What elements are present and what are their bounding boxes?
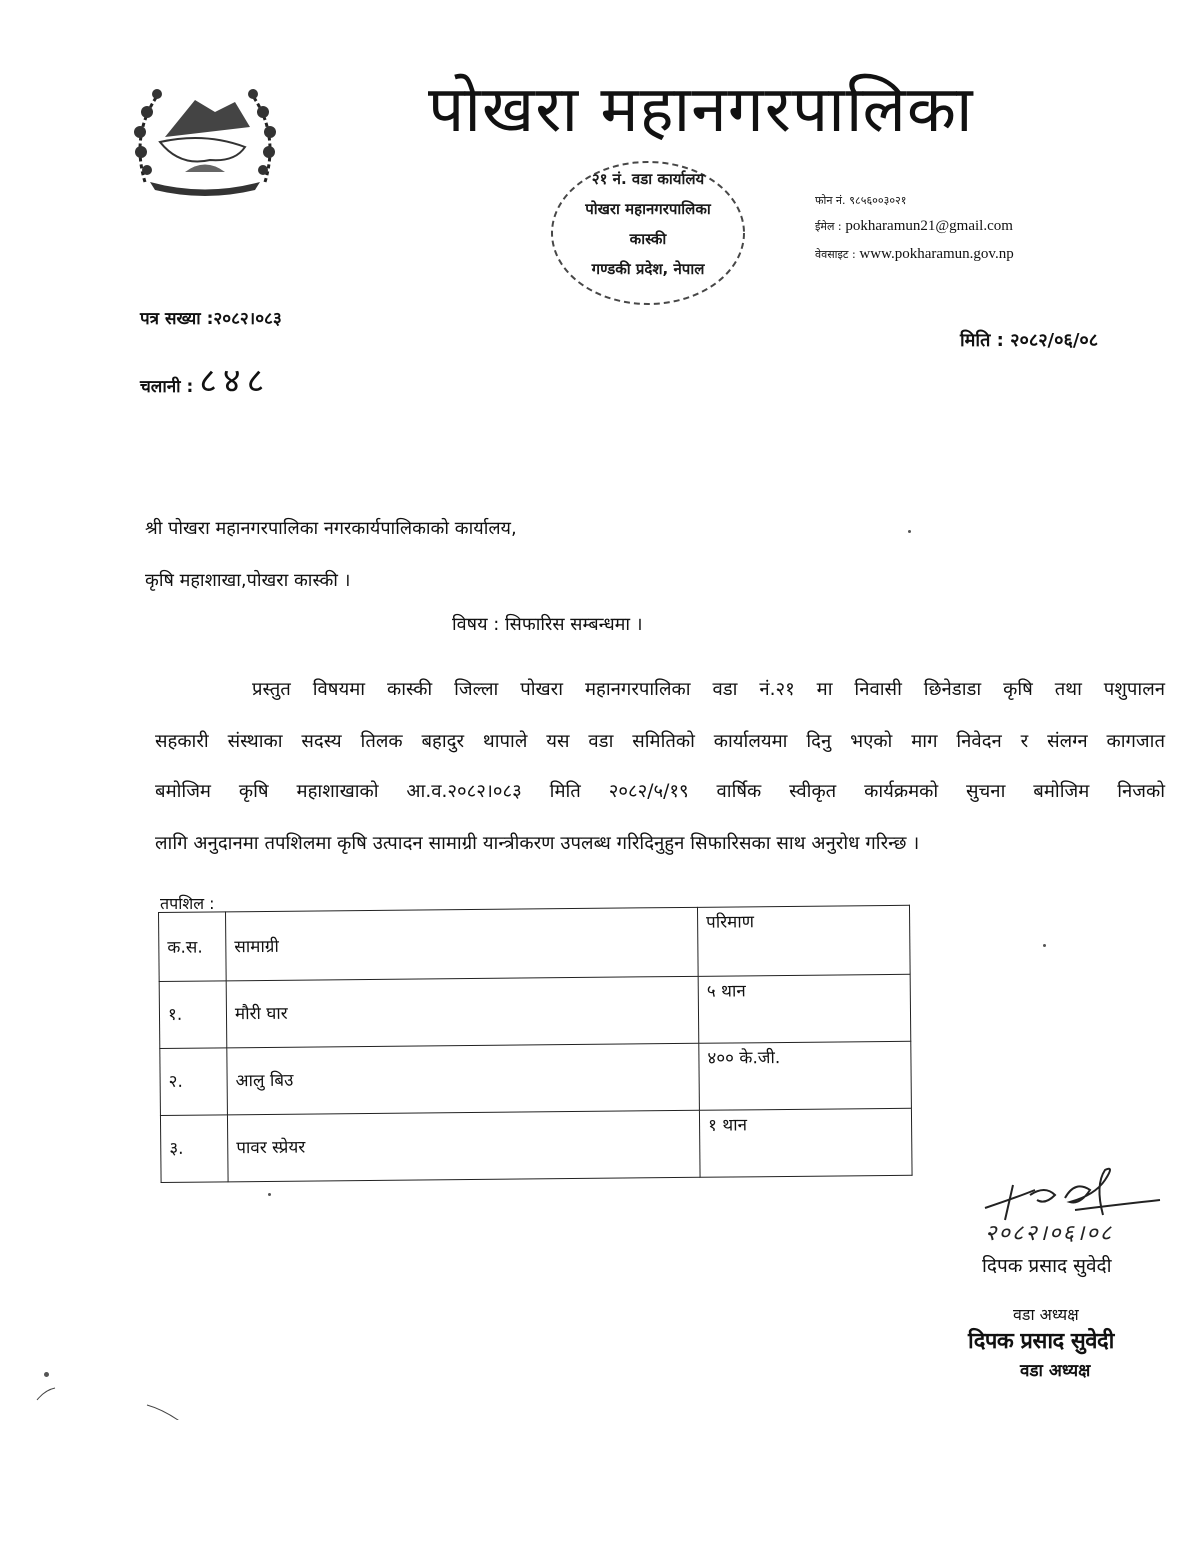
details-label: तपशिल : [160,894,215,913]
signatory-designation: वडा अध्यक्ष [1013,1305,1079,1324]
column-header-sn: क.स. [159,912,227,982]
signatory-name: दिपक प्रसाद सुवेदी [982,1255,1112,1277]
scan-speck [268,1193,271,1196]
office-stamp-line-2: पोखरा महानगरपालिका [585,200,711,218]
date-label: मिति : [960,330,1004,351]
office-stamp-line-3: कास्की [629,230,667,248]
letter-date [960,328,1098,352]
contact-email [815,218,1013,235]
phone-value: ९८५६००३०२१ [849,194,907,207]
body-line-2: सहकारी संस्थाका सदस्य तिलक बहादुर थापाले यस वडा समितिको कार्यालयमा दिनु भएको माग निवेदन र संलग्न कागजात [155,731,1165,752]
date-value: २०८२/०६/०८ [1010,330,1099,351]
contact-website [815,246,1014,263]
letter-number-value: २०८२।०८३ [213,309,282,329]
addressee-line-1: श्री पोखरा महानगरपालिका नगरकार्यपालिकाको कार्यालय, [145,518,517,539]
website-label: वेवसाइट : [815,248,856,261]
signatory-stamp-name: दिपक प्रसाद सुवेदी [968,1329,1114,1354]
contact-phone [815,192,907,209]
dispatch-label: चलानी : [140,377,194,397]
row-item: आलु बिउ [227,1043,700,1115]
email-value: pokharamun21@gmail.com [845,218,1013,234]
table-header-row [159,905,911,981]
row-sn: २. [160,1048,228,1116]
website-value: www.pokharamun.gov.np [859,246,1014,262]
office-stamp-line-4: गण्डकी प्रदेश, नेपाल [591,260,705,278]
row-qty: ४०० के.जी. [699,1041,912,1110]
row-item: मौरी घार [226,976,699,1048]
row-item: पावर स्प्रेयर [227,1110,700,1182]
office-title: पोखरा महानगरपालिका [428,73,974,147]
email-label: ईमेल : [815,220,842,233]
table-row [159,974,911,1048]
subject-line: विषय : सिफारिस सम्बन्धमा । [452,614,643,635]
column-header-qty: परिमाण [697,905,910,976]
dispatch-value: ८४८ [199,362,271,400]
details-table [158,905,913,1183]
signature-date: २०८२।०६।०८ [985,1220,1114,1245]
dispatch-number [140,356,270,402]
letter-number-label: पत्र सख्या : [140,309,214,329]
body-line-4: लागि अनुदानमा तपशिलमा कृषि उत्पादन सामाग्री यान्त्रीकरण उपलब्ध गरिदिनुहुन सिफारिसका साथ अनुरोध गरिन्छ । [155,833,920,854]
scan-marks [30,1370,190,1420]
letter-number [140,306,282,329]
scan-speck [908,530,911,533]
office-stamp-line-1: २१ नं. वडा कार्यालय [591,170,705,188]
row-sn: ३. [160,1115,228,1183]
row-qty: ५ थान [698,974,911,1043]
addressee-line-2: कृषि महाशाखा,पोखरा कास्की । [145,570,351,591]
body-line-3: बमोजिम कृषि महाशाखाको आ.व.२०८२।०८३ मिति २०८२/५/१९ वार्षिक स्वीकृत कार्यक्रमको सुचना बमोजिम निजको [155,781,1165,802]
row-sn: १. [159,981,227,1049]
row-qty: १ थान [699,1108,912,1177]
nepal-emblem-icon [125,72,285,202]
scan-speck [1043,944,1046,947]
table-row [160,1108,912,1182]
signatory-stamp-designation: वडा अध्यक्ष [1020,1361,1091,1381]
table-row [160,1041,912,1115]
column-header-item: सामाग्री [226,907,699,981]
phone-label: फोन नं. [815,194,846,207]
body-line-1: प्रस्तुत विषयमा कास्की जिल्ला पोखरा महानगरपालिका वडा नं.२१ मा निवासी छिनेडाडा कृषि तथा पशुपालन [252,679,1165,700]
